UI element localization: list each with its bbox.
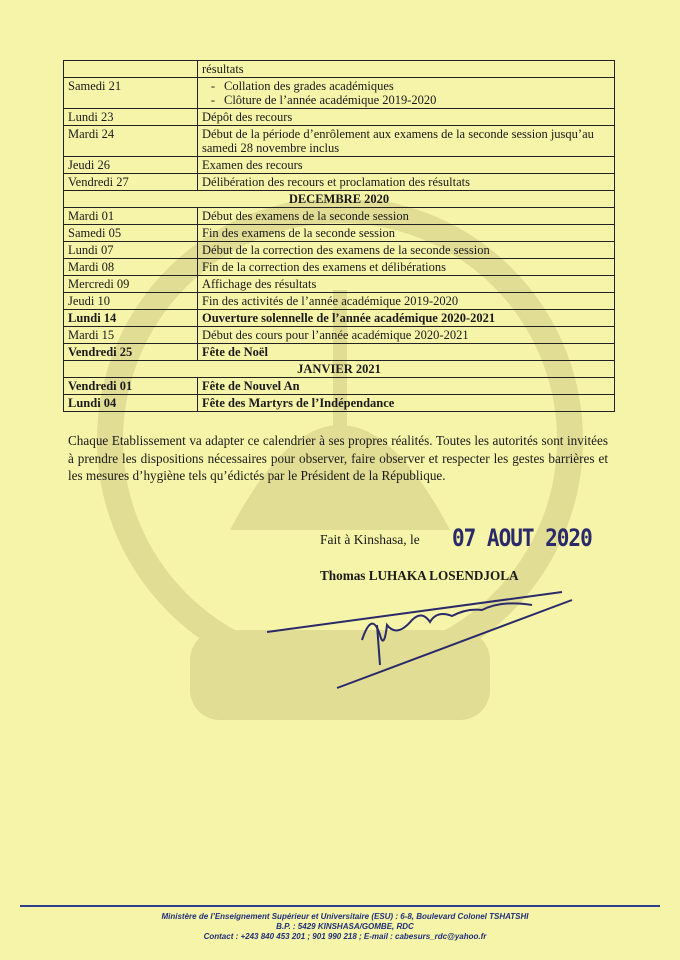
event-cell: Fin de la correction des examens et délibérations (198, 259, 615, 276)
event-cell (198, 78, 615, 109)
footer-divider (20, 905, 660, 907)
table-row (64, 378, 615, 395)
signer-name: Thomas LUHAKA LOSENDJOLA (320, 568, 519, 583)
section-row (64, 361, 615, 378)
event-cell: résultats (198, 61, 615, 78)
table-row (64, 310, 615, 327)
day-cell: Jeudi 26 (64, 157, 198, 174)
table-row (64, 61, 615, 78)
table-row (64, 208, 615, 225)
table-row (64, 174, 615, 191)
event-cell: Début de la période d’enrôlement aux examens de la seconde session jusqu’au samedi 28 novembre inclus (198, 126, 615, 157)
table-row (64, 78, 615, 109)
place-line: Fait à Kinshasa, le (320, 532, 420, 547)
calendar-table (63, 60, 615, 412)
event-cell: Début des cours pour l’année académique 2020-2021 (198, 327, 615, 344)
day-cell: Samedi 21 (64, 78, 198, 109)
month-heading: DECEMBRE 2020 (64, 191, 615, 208)
event-sub-item: - Clôture de l’année académique 2019-2020 (202, 93, 610, 107)
event-cell: Dépôt des recours (198, 109, 615, 126)
event-cell: Fête des Martyrs de l’Indépendance (198, 395, 615, 412)
event-cell: Début de la correction des examens de la seconde session (198, 242, 615, 259)
day-cell (64, 61, 198, 78)
table-row (64, 276, 615, 293)
event-cell: Affichage des résultats (198, 276, 615, 293)
table-row (64, 126, 615, 157)
day-cell: Vendredi 01 (64, 378, 198, 395)
event-cell: Fête de Noël (198, 344, 615, 361)
day-cell: Lundi 07 (64, 242, 198, 259)
table-row (64, 157, 615, 174)
event-cell: Début des examens de la seconde session (198, 208, 615, 225)
event-cell: Fin des examens de la seconde session (198, 225, 615, 242)
event-cell: Délibération des recours et proclamation des résultats (198, 174, 615, 191)
section-row (64, 191, 615, 208)
day-cell: Lundi 23 (64, 109, 198, 126)
handwritten-signature (262, 580, 582, 690)
table-row (64, 109, 615, 126)
event-cell: Ouverture solennelle de l’année académique 2020-2021 (198, 310, 615, 327)
day-cell: Lundi 04 (64, 395, 198, 412)
day-cell: Jeudi 10 (64, 293, 198, 310)
day-cell: Mardi 08 (64, 259, 198, 276)
event-cell: Fête de Nouvel An (198, 378, 615, 395)
table-row (64, 242, 615, 259)
day-cell: Mardi 24 (64, 126, 198, 157)
footer-po-box: B.P. : 5429 KINSHASA/GOMBE, RDC (276, 922, 414, 931)
table-row (64, 327, 615, 344)
table-row (64, 259, 615, 276)
day-cell: Samedi 05 (64, 225, 198, 242)
event-cell: Examen des recours (198, 157, 615, 174)
footer (60, 912, 630, 942)
table-row (64, 225, 615, 242)
table-row (64, 395, 615, 412)
footer-address: Ministère de l’Enseignement Supérieur et Universitaire (ESU) : 6-8, Boulevard Colonel TSHATSHI (161, 912, 529, 921)
day-cell: Mardi 01 (64, 208, 198, 225)
table-row (64, 344, 615, 361)
day-cell: Mercredi 09 (64, 276, 198, 293)
month-heading: JANVIER 2021 (64, 361, 615, 378)
closing-paragraph: Chaque Etablissement va adapter ce calendrier à ses propres réalités. Toutes les autorités sont invitées à prendre les dispositions nécessaires pour observer, faire observer et respecter les gestes barrières et les mesures d’hygiène tels qu’édictés par le Président de la République. (68, 433, 608, 483)
day-cell: Vendredi 27 (64, 174, 198, 191)
date-stamp: 07 AOUT 2020 (452, 524, 592, 552)
table-row (64, 293, 615, 310)
day-cell: Mardi 15 (64, 327, 198, 344)
event-cell: Fin des activités de l’année académique 2019-2020 (198, 293, 615, 310)
day-cell: Lundi 14 (64, 310, 198, 327)
event-sub-item: - Collation des grades académiques (202, 79, 610, 93)
footer-contact: Contact : +243 840 453 201 ; 901 990 218 ; E-mail : cabesurs_rdc@yahoo.fr (203, 932, 487, 941)
day-cell: Vendredi 25 (64, 344, 198, 361)
